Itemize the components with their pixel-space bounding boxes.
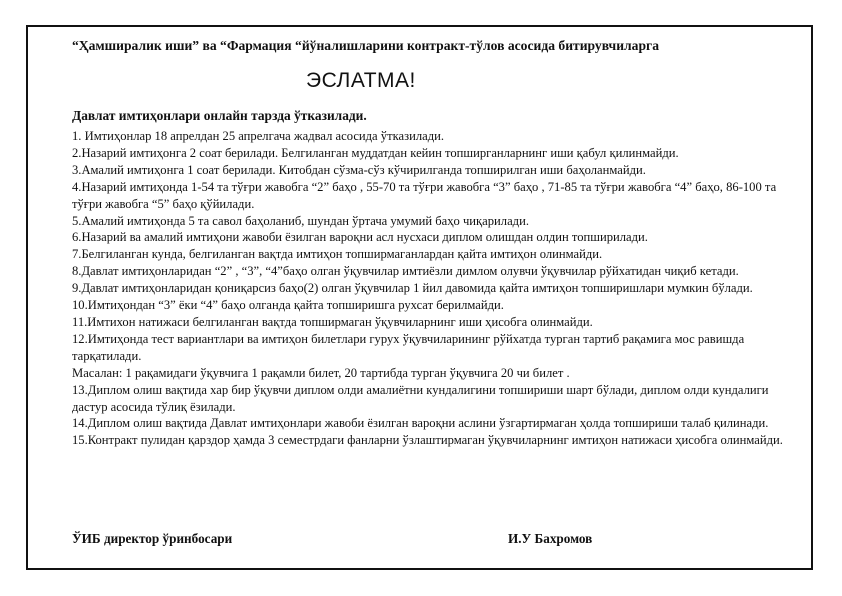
rule-item: 14.Диплом олиш вақтида Давлат имтиҳонлари жавоби ёзилган вароқни аслини ўзгартирмаган ҳолда топшириши талаб қилинади. [72, 416, 769, 431]
rule-item: 9.Давлат имтиҳонларидан қониқарсиз баҳо(2) олган ўқувчилар 1 йил давомида қайта имтиҳон топширишлари мумкин бўлади. [72, 281, 753, 296]
rule-item: 12.Имтиҳонда тест вариантлари ва имтиҳон билетлари гурух ўқувчиларининг рўйхатда турган тартиб рақамига мос равишда тарқатилади. [72, 331, 745, 363]
rule-item: 11.Имтихон натижаси белгиланган вақтда топширмаган ўқувчиларнинг иши ҳисобга олинмайди. [72, 314, 593, 329]
rule-example: Масалан: 1 рақамидаги ўқувчига 1 рақамли билет, 20 тартибда турган ўқувчига 20 чи билет . [72, 365, 570, 380]
rule-item: 4.Назарий имтиҳонда 1-54 та тўғри жавобга “2” баҳо , 55-70 та тўғри жавобга “3” баҳо , 71-85 та тўғри жавобга “4” баҳо, 86-100 та тўғри жавобга “5” баҳо қўйилади. [72, 179, 777, 211]
rule-item: 5.Амалий имтиҳонда 5 та савол баҳоланиб, шундан ўртача умумий баҳо чиқарилади. [72, 213, 529, 228]
rule-item: 13.Диплом олиш вақтида хар бир ўқувчи диплом олди амалиётни кундалигини топшириши шарт бўлади, диплом олди кундалиги дастур асосида тўлиқ ёзилади. [72, 382, 769, 414]
rule-item: 10.Имтиҳондан “3” ёки “4” баҳо олганда қайта топширишга рухсат берилмайди. [72, 298, 504, 313]
rules-list [72, 128, 784, 449]
document-subheading: Давлат имтиҳонлари онлайн тарзда ўтказилади. [72, 108, 367, 123]
signatory-name: И.У Бахромов [508, 531, 593, 546]
signatory-title: ЎИБ директор ўринбосари [72, 531, 233, 546]
rule-item: 1. Имтиҳонлар 18 апрелдан 25 апрелгача жадвал асосида ўтказилади. [72, 129, 444, 143]
rule-item: 7.Белгиланган кунда, белгиланган вақтда имтиҳон топширмаганлардан қайта имтиҳон олинмайди. [72, 247, 603, 262]
rule-item: 6.Назарий ва амалий имтиҳони жавоби ёзилган вароқни асл нусхаси диплом олишдан олдин топширилади. [72, 230, 648, 245]
document-title: ЭСЛАТМА! [306, 69, 416, 92]
document-header: “Ҳамширалик иши” ва “Фармация “йўналишларини контракт-тўлов асосида битирувчиларга [72, 38, 659, 53]
rule-item: 15.Контракт пулидан қарздор ҳамда 3 семестрдаги фанларни ўзлаштирмаган ўқувчиларнинг имтиҳон натижаси ҳисобга олинмайди. [72, 433, 783, 448]
rule-item: 2.Назарий имтиҳонга 2 соат берилади. Белгиланган муддатдан кейин топширганларнинг иши қабул қилинмайди. [72, 145, 679, 160]
rule-item: 3.Амалий имтиҳонга 1 соат берилади. Китобдан сўзма-сўз кўчирилганда топширилган иши баҳоланмайди. [72, 162, 646, 177]
rule-item: 8.Давлат имтиҳонларидан “2” , “3”, “4”баҳо олган ўқувчилар имтиёзли димлом олувчи ўқувчилар рўйхатидан чиқиб кетади. [72, 264, 739, 279]
